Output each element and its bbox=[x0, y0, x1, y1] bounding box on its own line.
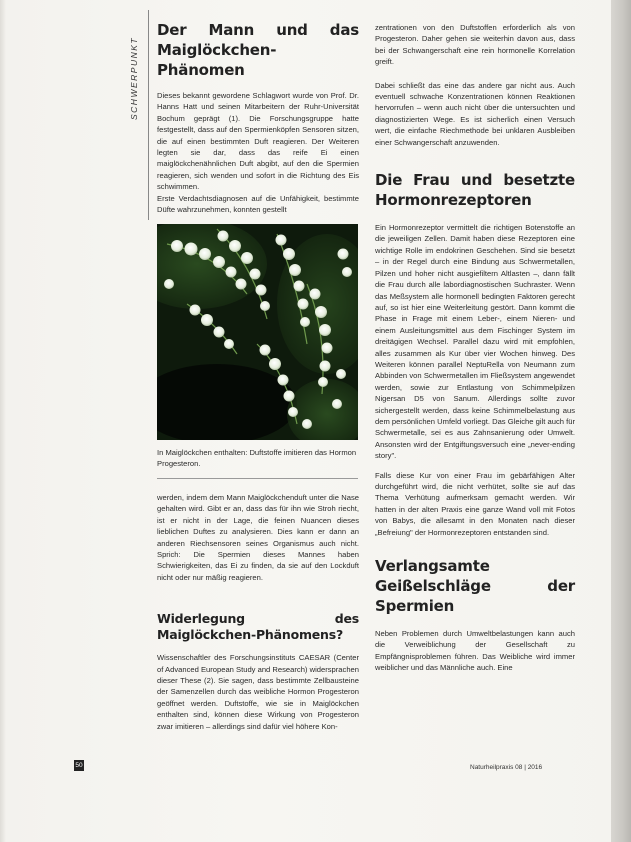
paragraph-geisselschlaege: Neben Problemen durch Umweltbelastungen kann auch die Verweiblichung der Gesellschaft zu Empfängnisproblemen führen. Das Weibliche wird immer weiblicher und das Männliche auch. Eine bbox=[375, 629, 575, 673]
page-edge-left bbox=[0, 0, 6, 842]
section-rubric: SCHWERPUNKT bbox=[129, 36, 139, 120]
heading-mann-maigloeckchen: Der Mann und das Maiglöckchen-Phänomen bbox=[157, 21, 359, 79]
paragraph-verhuetung: Falls diese Kur von einer Frau im gebärfähigen Alter durchgeführt wird, die nicht verhütet, sollte sie auf das Thema Verhütung aufmerksam gemacht werden. Wir hatten in der alten Praxis eine ganze Wand voll mit Fotos von Babys, die allesamt in den Monaten nach dieser „Befreiung" der Hormonrezeptoren entstanden sind. bbox=[375, 470, 575, 537]
lily-flowers-illustration bbox=[157, 224, 358, 440]
column-right bbox=[375, 22, 575, 674]
column-left-top bbox=[157, 20, 359, 215]
footer-issue: Naturheilpraxis 08 | 2016 bbox=[470, 764, 543, 771]
paragraph-konzentrationen: zentrationen von den Duftstoffen erforderlich als von Progesteron. Daher gehen sie weiterhin davon aus, dass bei der Schwangerschaft eine rein hormonelle Korrelation greift. bbox=[375, 23, 575, 67]
column-left-bottom bbox=[157, 492, 359, 732]
heading-frau-hormonrezeptoren: Die Frau und besetzte Hormonrezeptoren bbox=[375, 171, 575, 210]
paragraph-widerlegung: Wissenschaftler des Forschungsinstituts CAESAR (Center of Advanced European Study and Research) widersprachen dieser These (2). Sie sagen, dass bestimmte Zellbausteine der Samenzellen durch das weibliche Hormon Progesteron geöffnet werden. Duftstoffe, wie sie in Maiglöckchen enthalten sind, können diese Wirkung von Progesteron zwar imitieren – allerdings sind dafür viel höhere Kon- bbox=[157, 653, 359, 731]
photo-caption: In Maiglöckchen enthalten: Duftstoffe imitieren das Hormon Progesteron. bbox=[157, 448, 357, 468]
paragraph-intro-2: Erste Verdachtsdiagnosen auf die Unfähigkeit, bestimmte Düfte wahrzunehmen, konnten gestellt bbox=[157, 193, 359, 215]
heading-geisselschlaege: Verlangsamte Geißelschläge der Spermien bbox=[375, 557, 575, 616]
paragraph-riechmethode: Dabei schließt das eine das andere gar nicht aus. Auch eventuell schwache Konzentrationen können Reaktionen hervorrufen – wenn auch nicht über die untersuchten und diagnostizierten Wege. Es ist sicherlich einen Versuch wert, die einfache Riechmethode bei unklaren Ausbleiben einer Schwangerschaft anzuwenden. bbox=[375, 80, 575, 147]
paragraph-riechtest: werden, indem dem Mann Maiglöckchenduft unter die Nase gehalten wird. Gibt er an, dass das für ihn wie Stroh riecht, ist er nicht in der Lage, die feinen Nuancen dieses lieblichen Duftes zu analysieren. Dies kann er dann an anderen Riechsensoren seines Organismus auch nicht. Sprich: Die Spermien dieses Mannes haben Schwierigkeiten, das Ei zu finden, da sie auf den Lockduft nicht oder nur mäßig reagieren. bbox=[157, 493, 359, 582]
page-number: 50 bbox=[75, 762, 83, 769]
rubric-divider bbox=[148, 10, 149, 220]
heading-widerlegung: Widerlegung des Maiglöckchen-Phänomens? bbox=[157, 611, 359, 643]
paragraph-hormonrezeptor: Ein Hormonrezeptor vermittelt die richtigen Botenstoffe an die jeweiligen Zellen. Damit haben diese Rezeptoren eine wichtige Rolle im endokrinen Geschehen. Sind sie besetzt – in der Regel durch eine Bindung aus Schwermetallen, Pilzen und hoher nicht ausgiefiltern Altlasten –, dann fällt die Frau durch alle labordiagnostischen Suchraster. Wenn das Meßsystem alle hormonell bedingten Faktoren gerecht auf, so ist hier eine Weiterleitung gestört. Dann kommt die Phase in Frage mit einem Leber-, einem Nieren- und einem Ausleitungsmittel aus dem Fischinger System im dreitägigen Wechsel. Parallel dazu wird mit empfohlen, alles zusammen als Kur über vier Wochen hinweg. Des Weiteren können parallel NeptuRella von Neumann zum Abbinden von Schwermetallen im Fließsystem angewendet werden, sowie zur Entlastung von Schimmelpilzen Nigersan D5 von Sanum. Allerdings sollte zuvor sichergestellt werden, dass keine Schimmelbelastung aus dem persönlichen Umfeld vorliegt. Das Gleiche gilt auch für Schwermetalle, sei es aus Zahnsanierung oder Umwelt. Ansonsten wird der Entgiftungsversuch eine „never-ending story". bbox=[375, 223, 575, 461]
lily-of-the-valley-photo bbox=[157, 224, 358, 440]
paragraph-intro: Dieses bekannt gewordene Schlagwort wurde von Prof. Dr. Hanns Hatt und seinen Mitarbeitern der Ruhr-Universität Bochum geprägt (1). Die Forschungsgruppe hatte festgestellt, dass auf den Spermienköpfen Sensoren sitzen, die auf einen bestimmten Duft reagieren. Der Weiteren legten sie dar, dass das reife Ei einen maiglöckchenähnlichen Duft abgibt, auf den die Spermien reagieren, sich wenden und sofort in die Richtung des Eis schwimmen. bbox=[157, 91, 359, 192]
page-edge-right bbox=[611, 0, 631, 842]
caption-divider bbox=[157, 478, 358, 479]
